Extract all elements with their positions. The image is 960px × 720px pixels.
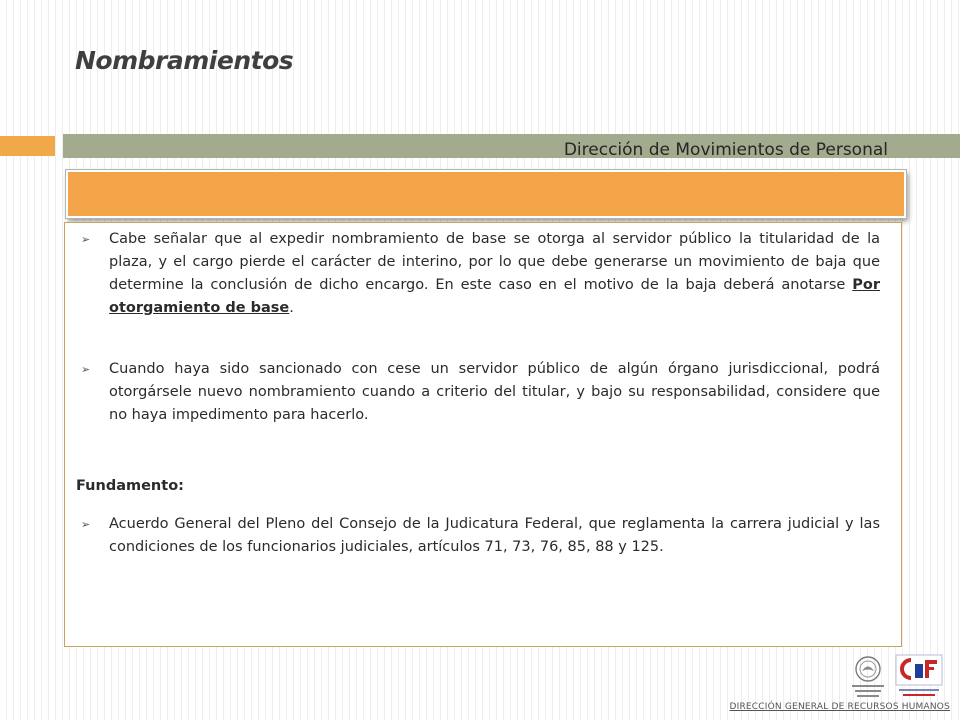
fundamento-label: Fundamento: — [76, 478, 184, 494]
emphasis-text: Por otorgamiento de base — [109, 277, 880, 316]
bullet-text: Cuando haya sido sancionado con cese un servidor público de algún órgano jurisdiccional, podrá otorgársele nuevo nombramiento cuando a criterio del titular, y bajo su responsabilidad, considere que no haya impedimento para hacerlo. — [109, 361, 880, 423]
fundamento-text: Acuerdo General del Pleno del Consejo de la Judicatura Federal, que reglamenta la carrera judicial y las condiciones de los funcionarios judiciales, artículos 71, 73, 76, 85, 88 y 125. — [109, 516, 880, 555]
content-box — [64, 222, 902, 647]
accent-bar — [0, 136, 55, 156]
arrow-bullet-icon — [81, 358, 93, 381]
page-title: Nombramientos — [75, 46, 294, 75]
bullet-paragraph — [109, 358, 880, 427]
bullet-text-end: . — [289, 300, 294, 316]
bullet-paragraph — [109, 228, 880, 320]
footer-text: DIRECCIÓN GENERAL DE RECURSOS HUMANOS — [729, 702, 950, 712]
arrow-bullet-icon — [81, 513, 93, 536]
section-subtitle: Dirección de Movimientos de Personal — [563, 140, 888, 160]
bullet-text: Cabe señalar que al expedir nombramiento de base se otorga al servidor público la titularidad de la plaza, y el cargo pierde el carácter de interino, por lo que debe generarse un movimiento de baja que determine la conclusión de dicho encargo. En este caso en el motivo de la baja deberá anotarse — [109, 231, 880, 293]
cjf-logo-icon — [895, 654, 943, 700]
fundamento-paragraph — [109, 513, 880, 559]
poder-judicial-seal-icon — [846, 654, 890, 700]
arrow-bullet-icon — [81, 228, 93, 251]
header-box — [66, 170, 906, 218]
